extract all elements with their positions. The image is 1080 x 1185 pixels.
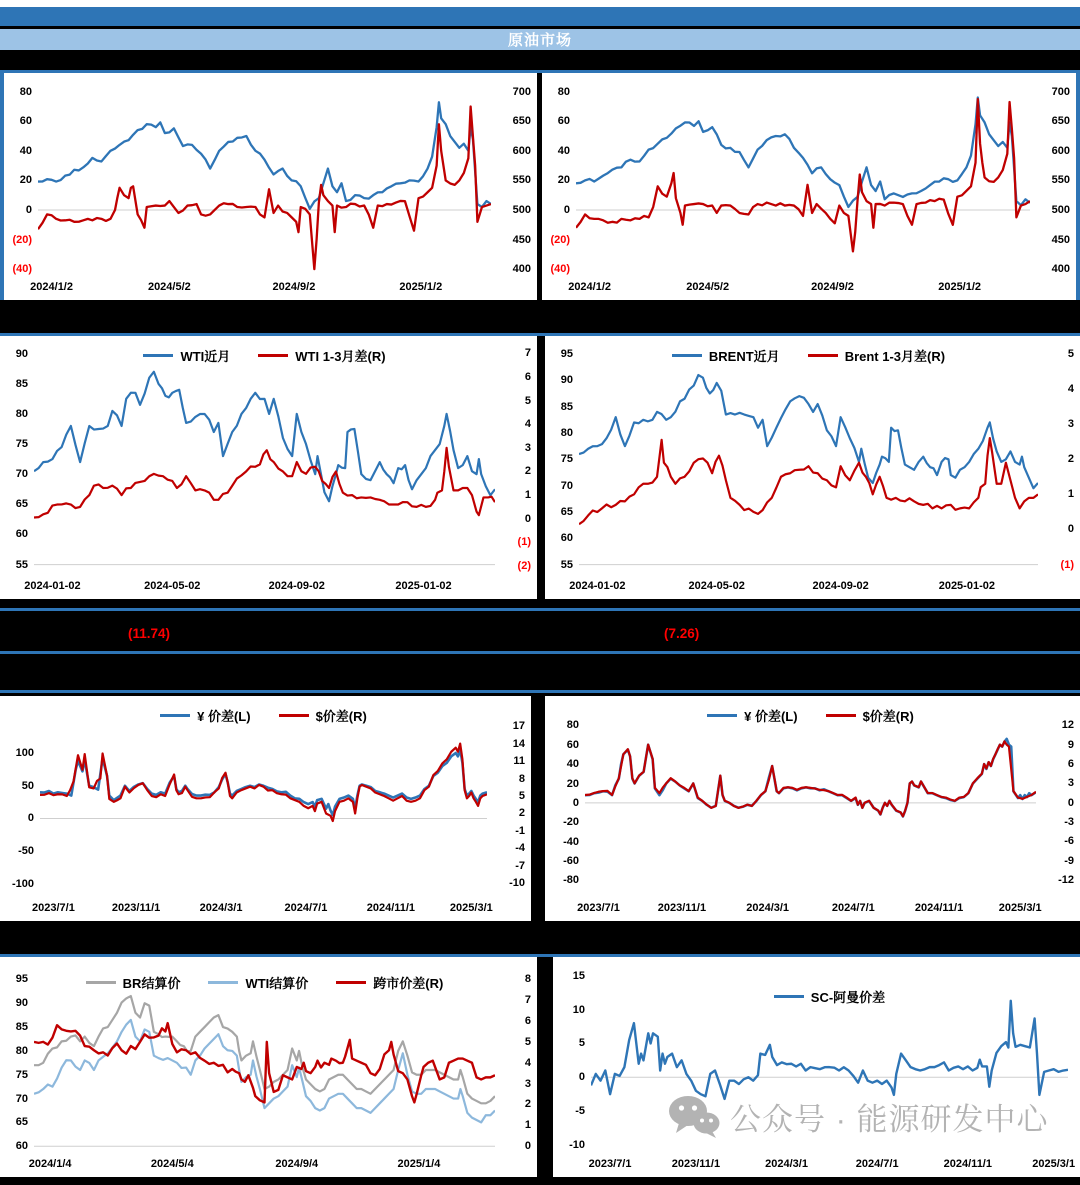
chart-legend — [591, 987, 1068, 1006]
left-axis-tick: 40 — [19, 144, 32, 157]
x-axis-tick: 2024/5/2 — [147, 281, 191, 293]
right-axis-tick: 550 — [1051, 174, 1070, 187]
legend-swatch — [143, 354, 173, 358]
x-axis-tick: 2024/9/2 — [811, 281, 854, 293]
left-axis-tick: 95 — [560, 348, 573, 360]
x-axis-tick: 2024/1/2 — [568, 281, 612, 293]
right-axis-tick: 3 — [524, 1077, 531, 1090]
chart-canvas — [38, 79, 491, 274]
left-axis-tick: 15 — [572, 969, 585, 982]
left-axis-tick: 70 — [560, 479, 573, 492]
x-axis-tick: 2024/1/4 — [28, 1158, 72, 1170]
x-axis-tick: 2025/3/1 — [1032, 1158, 1076, 1170]
left-axis-tick: 60 — [15, 1140, 28, 1153]
left-axis-tick: -10 — [569, 1138, 585, 1151]
series-line — [576, 98, 1030, 207]
x-axis-tick: 2024/9/4 — [275, 1158, 319, 1170]
left-axis-tick: 55 — [560, 558, 573, 571]
right-axis-tick: 700 — [1051, 85, 1070, 98]
legend-swatch — [774, 995, 804, 999]
left-axis-tick: 40 — [557, 144, 570, 157]
legend-label: SC-阿曼价差 — [810, 990, 886, 1005]
redacted-band — [0, 50, 1080, 70]
right-axis-tick: -1 — [515, 824, 525, 837]
left-axis-tick: 65 — [15, 498, 28, 511]
panel-gap — [537, 957, 553, 1177]
right-axis-tick: 2 — [524, 465, 531, 478]
legend-label: ¥ 价差(L) — [744, 709, 798, 724]
right-axis-tick: 2 — [518, 807, 525, 820]
right-axis-tick: -6 — [1064, 835, 1074, 848]
left-axis-tick: 60 — [560, 532, 573, 545]
watermark — [668, 1094, 1049, 1139]
x-axis-tick: 2024/11/1 — [943, 1158, 992, 1170]
right-axis-tick: -7 — [515, 859, 525, 872]
right-axis-tick: 4 — [1067, 382, 1074, 395]
left-axis-tick: 75 — [15, 438, 28, 451]
x-axis-tick: 2023/11/1 — [657, 902, 707, 914]
left-axis-tick: 40 — [566, 758, 579, 771]
chart-canvas — [585, 704, 1036, 895]
left-axis-tick: 20 — [566, 777, 579, 790]
left-axis-tick: -5 — [575, 1105, 585, 1118]
left-axis-tick: 70 — [15, 468, 28, 481]
redacted-stats-band — [0, 599, 1080, 696]
legend-label: ¥ 价差(L) — [197, 709, 251, 724]
right-axis-tick: 4 — [524, 1056, 531, 1069]
x-axis-tick: 2024/3/1 — [199, 902, 243, 914]
redacted-band — [0, 921, 1080, 957]
left-axis-tick: 80 — [557, 85, 570, 98]
x-axis-tick: 2024/11/1 — [366, 902, 416, 914]
stat-value-negative-2: (7.26) — [664, 626, 700, 641]
legend-item — [774, 987, 885, 1006]
x-axis-tick: 2023/11/1 — [671, 1158, 721, 1170]
series-line — [34, 448, 495, 518]
legend-swatch — [336, 981, 366, 985]
header-dark-bar — [0, 7, 1080, 26]
x-axis-tick: 2024/7/1 — [284, 902, 328, 914]
left-axis-tick: 85 — [560, 400, 573, 413]
left-axis-tick: 90 — [15, 997, 28, 1010]
chart-legend — [585, 706, 1036, 725]
x-axis-tick: 2025/1/2 — [399, 281, 443, 293]
left-axis-tick: 0 — [25, 203, 32, 216]
chart-canvas — [579, 344, 1038, 573]
right-axis-tick: 2 — [524, 1098, 531, 1111]
right-axis-tick: 650 — [1051, 115, 1070, 128]
right-axis-tick: 3 — [1067, 418, 1074, 431]
right-axis-tick: 600 — [1051, 144, 1070, 157]
left-axis-tick: 80 — [19, 85, 32, 98]
legend-item — [208, 973, 308, 992]
right-axis-tick: 9 — [1067, 738, 1074, 751]
left-axis-tick: 50 — [21, 779, 34, 792]
left-axis-tick: 10 — [572, 1003, 585, 1016]
right-axis-tick: 400 — [512, 263, 531, 276]
series-line — [579, 375, 1038, 488]
x-axis-tick: 2024/5/2 — [686, 281, 730, 293]
legend-item — [826, 706, 914, 725]
series-line — [40, 744, 487, 821]
chart-wti-near-month-spread — [0, 336, 537, 599]
legend-label: $价差(R) — [862, 709, 914, 724]
left-axis-tick: 60 — [15, 528, 28, 541]
right-axis-tick: -9 — [1064, 854, 1074, 867]
left-axis-tick: 20 — [19, 174, 32, 187]
chart-canvas — [34, 967, 495, 1151]
right-axis-tick: 6 — [524, 1015, 531, 1028]
x-axis-tick: 2023/11/1 — [111, 902, 161, 914]
x-axis-tick: 2024-05-02 — [688, 580, 745, 592]
legend-swatch — [808, 354, 838, 358]
left-axis-tick: (40) — [550, 263, 570, 276]
right-axis-tick: (2) — [517, 559, 531, 572]
x-axis-tick: 2024/11/1 — [914, 902, 964, 914]
chart-brent-near-month-spread — [545, 336, 1080, 599]
chart-br-wti-cross-market — [0, 957, 537, 1177]
left-axis-tick: 0 — [563, 203, 570, 216]
left-axis-tick: -40 — [563, 835, 579, 848]
chart-legend — [34, 973, 495, 992]
left-axis-tick: 85 — [15, 1021, 28, 1034]
left-axis-tick: 95 — [15, 973, 28, 986]
row-yuan-usd-spread-charts — [0, 696, 1080, 921]
series-line — [34, 372, 495, 502]
chart-crude-price-vs-spread-right — [542, 73, 1080, 300]
x-axis-tick: 2023/7/1 — [577, 902, 620, 914]
row-sc-price-charts — [0, 73, 1080, 300]
right-axis-tick: 5 — [1067, 347, 1074, 360]
left-axis-tick: -20 — [563, 816, 579, 829]
chart-sc-oman-spread — [553, 957, 1080, 1177]
separator-line — [0, 651, 1080, 654]
left-axis-tick: 80 — [566, 719, 579, 732]
left-axis-tick: 80 — [15, 1044, 28, 1057]
top-margin — [0, 0, 1080, 7]
chart-canvas — [40, 704, 487, 895]
left-axis-tick: 55 — [15, 558, 28, 571]
right-axis-tick: 3 — [524, 441, 531, 454]
x-axis-tick: 2024-01-02 — [569, 580, 626, 592]
right-axis-tick: 5 — [524, 394, 531, 407]
page-title: 原油市场 — [507, 32, 572, 49]
chart-legend — [34, 346, 495, 365]
legend-swatch — [258, 354, 288, 358]
legend-item — [143, 346, 230, 365]
legend-swatch — [160, 714, 190, 718]
x-axis-tick: 2024/7/1 — [831, 902, 875, 914]
right-axis-tick: 8 — [518, 772, 525, 785]
x-axis-tick: 2024/9/2 — [272, 281, 316, 293]
right-axis-tick: 12 — [1061, 719, 1074, 732]
legend-swatch — [86, 981, 116, 985]
legend-label: BRENT近月 — [708, 349, 780, 364]
chart-legend — [40, 706, 487, 725]
left-axis-tick: 0 — [578, 1071, 585, 1084]
left-axis-tick: -100 — [11, 877, 34, 890]
left-axis-tick: 75 — [15, 1068, 28, 1081]
left-axis-tick: 20 — [557, 174, 570, 187]
left-axis-tick: 80 — [560, 426, 573, 439]
chart-crude-price-vs-spread-left — [0, 73, 537, 300]
left-axis-tick: 60 — [19, 115, 32, 128]
right-axis-tick: 0 — [1067, 796, 1074, 809]
separator-line — [0, 690, 1080, 693]
x-axis-tick: 2024/3/1 — [765, 1158, 808, 1170]
left-axis-tick: 65 — [560, 505, 573, 518]
redacted-band — [0, 300, 1080, 333]
x-axis-tick: 2024/1/2 — [30, 281, 73, 293]
left-axis-tick: 75 — [560, 453, 573, 466]
right-axis-tick: 400 — [1051, 263, 1070, 276]
left-axis-tick: 5 — [578, 1037, 585, 1050]
chart-yuan-usd-spread-right — [545, 696, 1080, 921]
right-axis-tick: (1) — [517, 536, 531, 549]
right-axis-tick: 450 — [1051, 233, 1070, 246]
panel-gap — [531, 696, 545, 921]
series-line — [585, 739, 1036, 817]
left-axis-tick: 100 — [15, 747, 34, 760]
chart-canvas — [34, 344, 495, 573]
right-axis-tick: 1 — [524, 489, 531, 502]
x-axis-tick: 2024-09-02 — [812, 580, 869, 592]
legend-swatch — [672, 354, 702, 358]
legend-item — [707, 706, 797, 725]
left-axis-tick: 60 — [557, 115, 570, 128]
left-axis-tick: 85 — [15, 377, 28, 390]
x-axis-tick: 2024/5/4 — [150, 1158, 194, 1170]
x-axis-tick: 2025/1/2 — [938, 281, 982, 293]
legend-item — [160, 706, 250, 725]
right-axis-tick: (1) — [1060, 558, 1074, 571]
x-axis-tick: 2024/3/1 — [746, 902, 790, 914]
right-axis-tick: 2 — [1067, 453, 1074, 466]
left-axis-tick: (20) — [550, 233, 570, 246]
x-axis-tick: 2025-01-02 — [938, 580, 995, 592]
left-axis-tick: 80 — [15, 407, 28, 420]
right-axis-tick: 5 — [518, 790, 525, 802]
right-axis-tick: 1 — [1067, 488, 1074, 501]
right-axis-tick: -3 — [1064, 816, 1074, 829]
legend-item — [279, 706, 367, 725]
stat-value-negative-1: (11.74) — [128, 626, 171, 641]
x-axis-tick: 2024-05-02 — [144, 580, 201, 592]
row-settlement-charts — [0, 957, 1080, 1177]
legend-label: WTI近月 — [180, 349, 231, 364]
left-axis-tick: 60 — [566, 738, 579, 751]
right-axis-tick: 4 — [524, 418, 531, 431]
right-axis-tick: 500 — [512, 203, 531, 216]
right-axis-tick: -4 — [515, 842, 525, 855]
series-line — [38, 106, 491, 269]
row-month-spread-charts — [0, 336, 1080, 599]
panel-gap — [537, 336, 545, 599]
separator-line — [0, 608, 1080, 611]
left-axis-tick: -50 — [18, 845, 34, 858]
x-axis-tick: 2025/3/1 — [449, 902, 493, 914]
x-axis-tick: 2024-01-02 — [24, 580, 81, 592]
legend-item — [86, 973, 181, 992]
left-axis-tick: 70 — [15, 1092, 28, 1105]
right-axis-tick: 600 — [512, 144, 531, 157]
right-axis-tick: 8 — [524, 973, 531, 986]
x-axis-tick: 2024/7/1 — [855, 1158, 899, 1170]
header-title-bar — [0, 29, 1080, 50]
left-axis-tick: -80 — [563, 874, 579, 887]
x-axis-tick: 2025/1/4 — [397, 1158, 441, 1170]
legend-item — [808, 346, 945, 365]
right-axis-tick: 11 — [513, 755, 525, 768]
series-line — [579, 438, 1038, 524]
series-line — [585, 741, 1036, 816]
legend-label: BR结算价 — [122, 976, 181, 991]
legend-label: Brent 1-3月差(R) — [844, 349, 946, 364]
legend-swatch — [707, 714, 737, 718]
right-axis-tick: 17 — [512, 720, 525, 733]
right-axis-tick: 650 — [512, 115, 531, 128]
x-axis-tick: 2023/7/1 — [588, 1158, 632, 1170]
chart-canvas — [576, 79, 1030, 274]
left-axis-tick: -60 — [563, 855, 579, 868]
wechat-icon — [668, 1095, 720, 1139]
chart-legend — [579, 346, 1038, 365]
right-axis-tick: 3 — [1067, 777, 1074, 790]
bottom-band — [0, 1177, 1080, 1185]
right-axis-tick: 5 — [524, 1035, 531, 1048]
left-axis-tick: 65 — [15, 1116, 28, 1129]
right-axis-tick: -12 — [1058, 874, 1074, 887]
x-axis-tick: 2024-09-02 — [268, 580, 325, 592]
right-axis-tick: 700 — [512, 85, 531, 98]
right-axis-tick: -10 — [509, 877, 525, 890]
right-axis-tick: 14 — [512, 737, 525, 750]
left-axis-tick: (40) — [12, 263, 32, 276]
legend-label: 跨市价差(R) — [373, 976, 444, 991]
left-axis-tick: 90 — [560, 374, 573, 387]
series-line — [591, 1001, 1068, 1099]
left-axis-tick: 0 — [572, 796, 579, 809]
legend-swatch — [279, 714, 309, 718]
legend-item — [258, 346, 385, 365]
right-axis-tick: 0 — [524, 1140, 531, 1153]
left-axis-tick: 90 — [15, 347, 28, 360]
legend-swatch — [826, 714, 856, 718]
series-line — [38, 102, 491, 208]
legend-swatch — [208, 981, 238, 985]
right-axis-tick: 0 — [524, 512, 531, 525]
legend-label: $价差(R) — [315, 709, 367, 724]
x-axis-tick: 2023/7/1 — [31, 902, 75, 914]
right-axis-tick: 6 — [1067, 758, 1074, 770]
x-axis-tick: 2025/3/1 — [998, 902, 1042, 914]
right-axis-tick: 7 — [524, 994, 531, 1007]
right-axis-tick: 0 — [1067, 523, 1074, 536]
right-axis-tick: 550 — [512, 174, 531, 187]
left-axis-tick: (20) — [12, 233, 32, 246]
watermark-text: 公众号 · 能源研发中心 — [730, 1102, 1049, 1137]
x-axis-tick: 2025-01-02 — [395, 580, 452, 592]
right-axis-tick: 6 — [524, 371, 531, 384]
right-axis-tick: 450 — [512, 233, 531, 246]
right-axis-tick: 1 — [524, 1119, 531, 1132]
legend-item — [336, 973, 443, 992]
legend-label: WTI结算价 — [245, 976, 309, 991]
legend-item — [672, 346, 780, 365]
left-axis-tick: 0 — [27, 812, 34, 825]
right-axis-tick: 500 — [1051, 203, 1070, 216]
right-axis-tick: 7 — [524, 347, 531, 360]
legend-label: WTI 1-3月差(R) — [295, 349, 386, 364]
chart-yuan-usd-spread-left — [0, 696, 531, 921]
